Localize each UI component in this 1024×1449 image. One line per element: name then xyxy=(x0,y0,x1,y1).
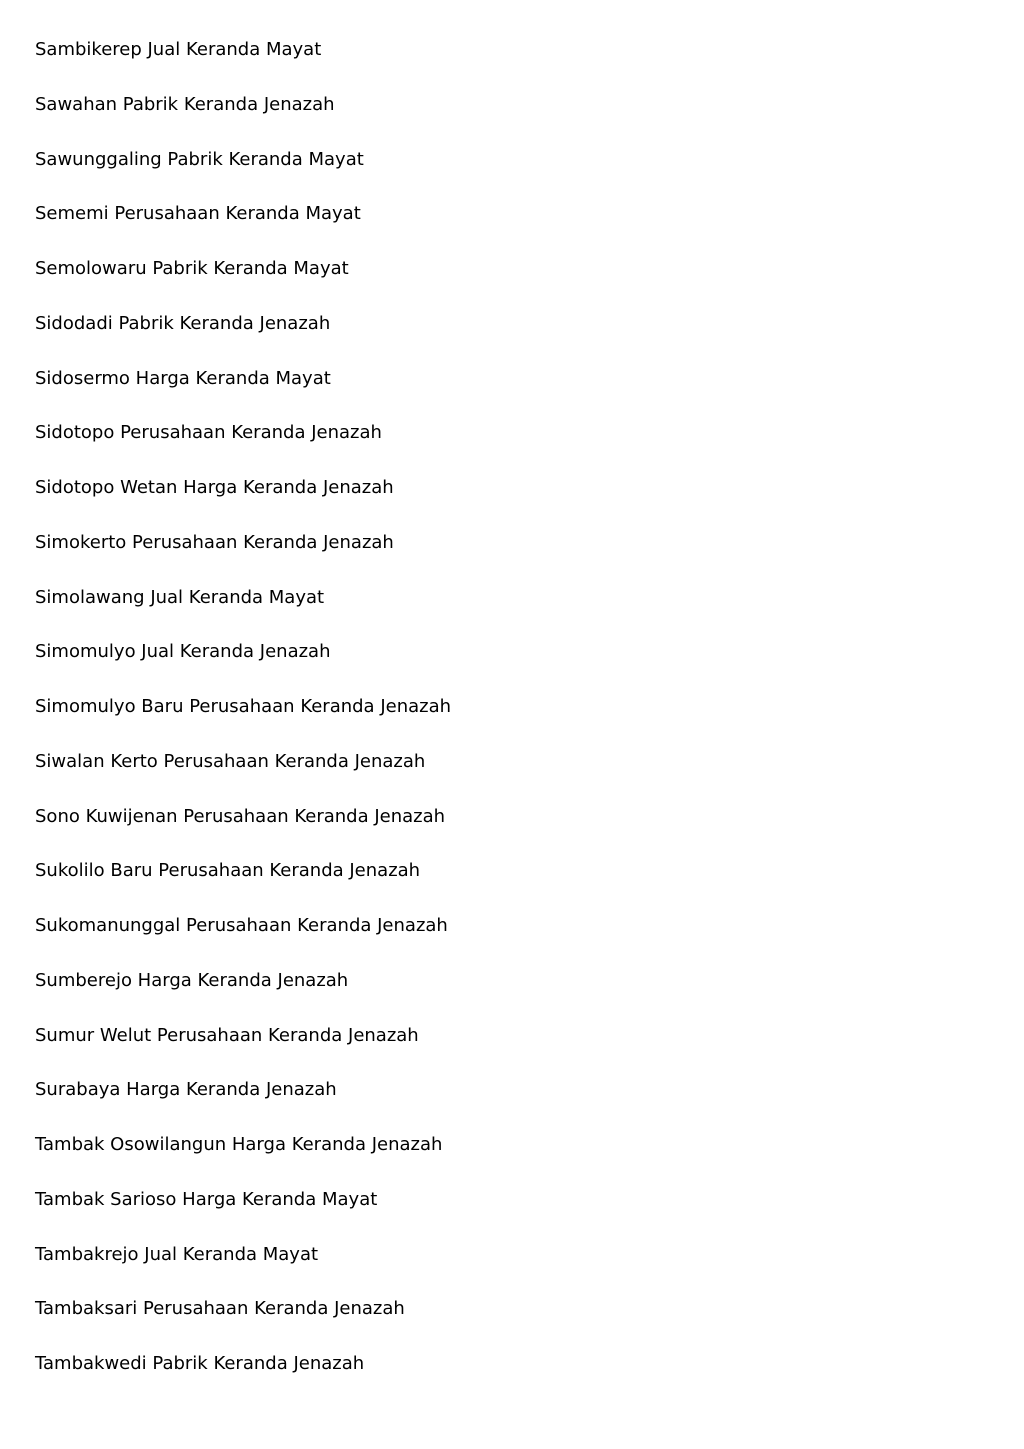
list-item: Tambak Sarioso Harga Keranda Mayat xyxy=(35,1188,378,1210)
list-item: Surabaya Harga Keranda Jenazah xyxy=(35,1079,337,1101)
list-item: Sono Kuwijenan Perusahaan Keranda Jenazah xyxy=(35,805,446,827)
list-item: Sambikerep Jual Keranda Mayat xyxy=(35,39,322,60)
list-item: Simokerto Perusahaan Keranda Jenazah xyxy=(35,531,394,553)
list-item: Simomulyo Baru Perusahaan Keranda Jenazah xyxy=(35,696,452,717)
list-item: Sawunggaling Pabrik Keranda Mayat xyxy=(35,148,364,170)
location-list xyxy=(35,36,451,1405)
list-item: Tambakwedi Pabrik Keranda Jenazah xyxy=(35,1353,365,1374)
list-item: Sukolilo Baru Perusahaan Keranda Jenazah xyxy=(35,860,421,882)
list-item: Tambakrejo Jual Keranda Mayat xyxy=(35,1243,319,1265)
list-item: Sukomanunggal Perusahaan Keranda Jenazah xyxy=(35,915,448,936)
list-item: Sawahan Pabrik Keranda Jenazah xyxy=(35,93,335,115)
list-item: Simomulyo Jual Keranda Jenazah xyxy=(35,641,331,663)
list-item: Sidosermo Harga Keranda Mayat xyxy=(35,367,331,389)
list-item: Simolawang Jual Keranda Mayat xyxy=(35,586,325,608)
list-item: Sumur Welut Perusahaan Keranda Jenazah xyxy=(35,1024,419,1046)
list-item: Sidotopo Wetan Harga Keranda Jenazah xyxy=(35,477,394,498)
list-item: Sidodadi Pabrik Keranda Jenazah xyxy=(35,312,331,334)
list-item: Sidotopo Perusahaan Keranda Jenazah xyxy=(35,422,382,444)
list-item: Sumberejo Harga Keranda Jenazah xyxy=(35,969,349,991)
list-item: Tambak Osowilangun Harga Keranda Jenazah xyxy=(35,1134,443,1155)
list-item: Tambaksari Perusahaan Keranda Jenazah xyxy=(35,1298,405,1320)
list-item: Semolowaru Pabrik Keranda Mayat xyxy=(35,258,349,279)
list-item: Siwalan Kerto Perusahaan Keranda Jenazah xyxy=(35,750,426,772)
list-item: Sememi Perusahaan Keranda Mayat xyxy=(35,203,361,225)
